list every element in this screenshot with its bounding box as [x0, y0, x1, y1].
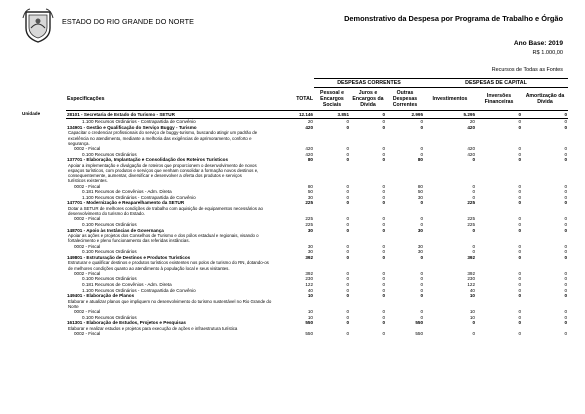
- row-label: 149801 - Estruturação de Destinos e Produtos Turísticos: [67, 254, 191, 260]
- row-value: 0: [420, 119, 423, 125]
- row-value: 0: [420, 200, 423, 206]
- row-value: 0: [518, 243, 521, 249]
- row-value: 0: [518, 200, 521, 206]
- row-value: 0: [382, 293, 385, 299]
- base-year: Ano Base: 2019: [513, 40, 563, 47]
- row-value: 0: [564, 227, 568, 233]
- row-value: 10: [469, 309, 475, 315]
- col-especificacoes: Especificações: [66, 88, 272, 111]
- row-value: 0: [420, 146, 423, 151]
- row-description: Dotar a SETUR de melhores condições de trabalho com aquisição de equipamentos necessários ao: [68, 205, 264, 211]
- row-value: 0: [346, 227, 349, 233]
- unidade-value: 3.851: [314, 110, 350, 119]
- row-value: 0: [564, 331, 568, 337]
- row-label: 0.100 Recursos Ordinários: [82, 276, 137, 282]
- row-value: 0: [382, 157, 385, 163]
- row-value: 0: [346, 276, 349, 282]
- row-value: 392: [305, 270, 313, 276]
- row-value: 0: [518, 221, 521, 227]
- row-value: 0: [382, 309, 385, 315]
- row-value: 0: [382, 331, 385, 337]
- row-value: 0: [518, 287, 521, 293]
- row-value: 0: [382, 227, 385, 233]
- col-amortizacao: Amortização da Dívida: [522, 88, 568, 111]
- row-value: 0: [564, 320, 568, 326]
- row-label: 134901 - Gestão e Qualificação do Serviço Buggy - Turismo: [67, 124, 197, 130]
- row-label: 0.100 Recursos Ordinários: [82, 314, 137, 320]
- row-value: 0: [346, 254, 349, 260]
- row-label: 0002 - Fiscal: [74, 331, 101, 337]
- row-label: 0002 - Fiscal: [74, 216, 101, 222]
- row-value: 420: [305, 146, 313, 151]
- row-label: 1.100 Recursos Ordinários - Contrapartida de Convênio: [82, 119, 196, 125]
- row-value: 0: [420, 293, 423, 299]
- row-value: 10: [469, 293, 475, 299]
- row-value: 40: [469, 287, 475, 293]
- row-value: 0: [420, 276, 423, 282]
- unidade-row: [66, 110, 568, 119]
- row-value: 0: [518, 309, 521, 315]
- row-value: 0: [472, 320, 475, 326]
- row-value: 0: [518, 314, 521, 320]
- row-value: 20: [307, 119, 313, 125]
- row-value: 0: [346, 293, 349, 299]
- row-value: 0: [346, 146, 349, 151]
- row-value: 420: [305, 124, 313, 130]
- row-value: 0: [518, 183, 521, 189]
- row-value: 0: [564, 293, 568, 299]
- row-value: 80: [417, 183, 423, 189]
- row-value: 0: [382, 221, 385, 227]
- row-value: 0: [346, 320, 349, 326]
- row-description: turísticos existentes.: [68, 178, 108, 184]
- row-value: 0: [420, 221, 423, 227]
- row-value: 550: [415, 331, 423, 337]
- row-label: 0.100 Recursos Ordinários: [82, 151, 137, 157]
- row-value: 0: [564, 146, 568, 151]
- row-value: 0: [346, 183, 349, 189]
- row-value: 0: [420, 216, 423, 222]
- row-value: 550: [305, 331, 313, 337]
- row-value: 0: [346, 331, 349, 337]
- row-value: 0: [382, 314, 385, 320]
- row-value: 30: [307, 243, 313, 249]
- row-value: 0: [518, 216, 521, 222]
- row-description: Elaborar e realizar estudos e projetos para execução de ações e infraestrutura turística: [68, 325, 238, 331]
- row-value: 0: [518, 331, 521, 337]
- unidade-value: 0: [350, 110, 386, 119]
- row-value: 0: [346, 249, 349, 255]
- row-value: 420: [467, 151, 475, 157]
- row-value: 0: [472, 227, 475, 233]
- row-value: 0: [472, 243, 475, 249]
- row-label: 1.100 Recursos Ordinários - Contrapartida de Convênio: [82, 194, 196, 200]
- report-header: [0, 0, 585, 75]
- row-value: 0: [420, 124, 423, 130]
- row-description: segurança.: [68, 140, 90, 146]
- row-value: 0: [518, 227, 521, 233]
- row-value: 40: [307, 287, 313, 293]
- row-value: 122: [305, 281, 313, 287]
- row-value: 225: [467, 221, 475, 227]
- row-label: 137701 - Elaboração, Implantação e Consolidação dos Roteiros Turísticos: [67, 157, 229, 163]
- row-value: 30: [307, 249, 313, 255]
- row-value: 0: [420, 270, 423, 276]
- document-title: Demonstrativo da Despesa por Programa de Trabalho e Órgão: [344, 14, 563, 23]
- row-value: 0: [518, 119, 521, 125]
- row-value: 0: [346, 124, 349, 130]
- row-value: 0: [564, 221, 568, 227]
- row-value: 50: [307, 189, 313, 195]
- row-description: Apoiar a implementação e divulgação de roteiros que proporcionem o desenvolvimento de novos: [68, 162, 257, 168]
- row-label: 0002 - Fiscal: [74, 270, 101, 276]
- row-value: 0: [346, 189, 349, 195]
- row-value: 0: [346, 309, 349, 315]
- row-description: fortalecimento e pleno funcionamento das referidas instâncias.: [68, 238, 190, 244]
- row-value: 225: [467, 216, 475, 222]
- row-value: 0: [564, 270, 568, 276]
- row-value: 0: [420, 309, 423, 315]
- row-value: 0: [382, 216, 385, 222]
- row-value: 50: [417, 189, 423, 195]
- row-value: 225: [467, 200, 475, 206]
- unidade-label: Unidade: [22, 111, 41, 117]
- row-value: 420: [305, 151, 313, 157]
- row-label: 0.181 Recursos de Convênios - Adm. Direta: [82, 281, 172, 287]
- row-value: 0: [346, 221, 349, 227]
- row-value: 0: [564, 189, 568, 195]
- row-value: 0: [382, 276, 385, 282]
- row-value: 0: [564, 249, 568, 255]
- row-description: Estruturar e qualificar destinos e produtos turísticos existentes nos polos de turismo do RN, dotando-os: [68, 260, 269, 266]
- row-value: 0: [472, 249, 475, 255]
- row-value: 0: [564, 309, 568, 315]
- row-value: 0: [472, 194, 475, 200]
- row-description: Elaborar e atualizar planos que impliquem no desenvolvimento do turismo sustentável no Rio Grande do: [68, 298, 272, 304]
- row-value: 0: [346, 270, 349, 276]
- row-value: 0: [420, 151, 423, 157]
- row-value: 0: [564, 216, 568, 222]
- row-value: 0: [346, 243, 349, 249]
- row-value: 0: [346, 200, 349, 206]
- row-value: 0: [382, 183, 385, 189]
- row-value: 0: [382, 119, 385, 125]
- row-label: 0.100 Recursos Ordinários: [82, 249, 137, 255]
- row-description: Norte: [68, 303, 79, 309]
- funding-source-note: Recursos de Todas as Fontes: [491, 67, 563, 73]
- row-value: 0: [564, 243, 568, 249]
- row-value: 0: [564, 124, 568, 130]
- unidade-value: 0: [522, 110, 568, 119]
- row-value: 0: [472, 183, 475, 189]
- row-label: 0.100 Recursos Ordinários: [82, 221, 137, 227]
- row-label: 1.100 Recursos Ordinários - Contrapartida de Convênio: [82, 287, 196, 293]
- row-value: 0: [518, 293, 521, 299]
- row-value: 0: [564, 314, 568, 320]
- row-value: 0: [382, 287, 385, 293]
- row-value: 0: [382, 281, 385, 287]
- table-body: [66, 110, 568, 337]
- row-value: 0: [420, 254, 423, 260]
- row-value: 0: [382, 124, 385, 130]
- row-value: 0: [382, 146, 385, 151]
- row-value: 230: [467, 276, 475, 282]
- budget-table: [66, 78, 568, 337]
- row-label: 0002 - Fiscal: [74, 243, 101, 249]
- row-value: 0: [564, 281, 568, 287]
- currency-unit: R$ 1.000,00: [532, 50, 563, 56]
- state-crest-icon: [22, 8, 54, 44]
- col-pessoal: Pessoal e Encargos Sociais: [314, 88, 350, 111]
- row-value: 0: [564, 183, 568, 189]
- row-value: 0: [518, 276, 521, 282]
- row-description: consequentemente, aumentar, diversificar e desenvolver a oferta dos produtos e serviços: [68, 173, 242, 179]
- row-value: 0: [564, 119, 568, 125]
- row-value: 30: [417, 243, 423, 249]
- row-label: 0002 - Fiscal: [74, 309, 101, 315]
- row-value: 392: [467, 270, 475, 276]
- row-value: 80: [307, 183, 313, 189]
- unidade-value: 2.995: [386, 110, 424, 119]
- row-value: 0: [346, 281, 349, 287]
- col-outras: Outras Despesas Correntes: [386, 88, 424, 111]
- row-value: 0: [382, 194, 385, 200]
- group-header-capital: DESPESAS DE CAPITAL: [424, 79, 568, 88]
- row-value: 30: [417, 227, 423, 233]
- row-value: 0: [382, 320, 385, 326]
- budget-table-wrapper: [66, 78, 568, 337]
- col-total: TOTAL: [272, 88, 314, 111]
- row-value: 0: [346, 157, 349, 163]
- row-value: 80: [307, 157, 313, 163]
- row-value: 30: [417, 249, 423, 255]
- unidade-value: 5.295: [424, 110, 476, 119]
- unidade-name: 28101 - Secretaria de Estado do Turismo - SETUR: [66, 110, 272, 119]
- row-label: 0.181 Recursos de Convênios - Adm. Direta: [82, 189, 172, 195]
- row-value: 0: [518, 281, 521, 287]
- row-value: 0: [346, 194, 349, 200]
- row-value: 0: [564, 276, 568, 282]
- row-value: 30: [307, 194, 313, 200]
- row-value: 0: [346, 119, 349, 125]
- unidade-value: 12.146: [272, 110, 314, 119]
- row-value: 0: [346, 287, 349, 293]
- row-description: desenvolvimento do turismo do Estado.: [68, 211, 145, 217]
- row-value: 0: [564, 194, 568, 200]
- row-value: 0: [420, 314, 423, 320]
- row-value: 10: [307, 293, 313, 299]
- state-name: ESTADO DO RIO GRANDE DO NORTE: [62, 17, 195, 26]
- row-value: 0: [472, 331, 475, 337]
- row-value: 0: [564, 151, 568, 157]
- row-value: 550: [305, 320, 313, 326]
- row-value: 30: [307, 227, 313, 233]
- row-value: 0: [382, 249, 385, 255]
- row-value: 10: [307, 314, 313, 320]
- row-value: 0: [346, 314, 349, 320]
- row-value: 0: [518, 189, 521, 195]
- row-value: 10: [307, 309, 313, 315]
- row-value: 0: [518, 124, 521, 130]
- row-label: 148701 - Apoio às Instâncias de Governança: [67, 227, 164, 233]
- row-value: 0: [564, 287, 568, 293]
- row-value: 420: [467, 124, 475, 130]
- row-description: de melhores condições quanto ao atendimento à população local e seus visitantes.: [68, 265, 230, 271]
- row-description: Apoiar as ações e projetos dos Conselhos de Turismo e dos pólos estadual e regionais, visando o: [68, 233, 259, 239]
- row-value: 10: [469, 314, 475, 320]
- row-label: 149401 - Elaboração de Planos: [67, 293, 135, 299]
- row-label: 0002 - Fiscal: [74, 146, 101, 151]
- col-investimentos: Investimentos: [424, 88, 476, 111]
- row-value: 0: [382, 243, 385, 249]
- row-value: 0: [382, 151, 385, 157]
- row-description: Capacitar o credenciar profissionais do serviço de buggy-turismo, buscando atingir um padrão de: [68, 130, 258, 136]
- row-value: 420: [467, 146, 475, 151]
- row-value: 225: [305, 200, 313, 206]
- row-value: 392: [467, 254, 475, 260]
- row-value: 0: [518, 194, 521, 200]
- row-value: 80: [417, 157, 423, 163]
- row-value: 0: [564, 254, 568, 260]
- row-value: 0: [382, 270, 385, 276]
- row-description: espaços turísticos, com produtos e serviços que venham consolidar a formação novos destinos e,: [68, 167, 259, 173]
- row-value: 230: [305, 276, 313, 282]
- row-value: 0: [518, 157, 521, 163]
- row-description: excelência no atendimento, mediante a melhoria das exigências de aprimoramento, conforto e: [68, 135, 252, 141]
- table-row: [66, 331, 568, 337]
- row-value: 0: [382, 189, 385, 195]
- row-value: 392: [305, 254, 313, 260]
- row-value: 550: [415, 320, 423, 326]
- row-label: 161301 - Elaboração de Estudos, Projetos e Pesquisas: [67, 320, 186, 326]
- row-value: 0: [564, 157, 568, 163]
- col-inversoes: Inversões Financeiras: [476, 88, 522, 111]
- row-value: 0: [382, 200, 385, 206]
- row-value: 225: [305, 216, 313, 222]
- row-label: 0002 - Fiscal: [74, 183, 101, 189]
- row-value: 0: [346, 151, 349, 157]
- row-value: 0: [346, 216, 349, 222]
- row-label: 147701 - Modernização e Reaparelhamento da SETUR: [67, 200, 185, 206]
- row-value: 0: [518, 254, 521, 260]
- row-value: 20: [469, 119, 475, 125]
- group-header-row: [66, 79, 568, 88]
- group-header-correntes: DESPESAS CORRENTES: [314, 79, 424, 88]
- unidade-value: 0: [476, 110, 522, 119]
- row-value: 0: [518, 249, 521, 255]
- row-value: 122: [467, 281, 475, 287]
- row-value: 0: [518, 270, 521, 276]
- row-value: 0: [472, 189, 475, 195]
- row-value: 0: [382, 254, 385, 260]
- row-value: 0: [518, 320, 521, 326]
- row-value: 0: [420, 287, 423, 293]
- row-value: 0: [420, 281, 423, 287]
- row-value: 0: [518, 151, 521, 157]
- column-header-row: [66, 88, 568, 111]
- row-value: 0: [518, 146, 521, 151]
- row-value: 0: [472, 157, 475, 163]
- row-value: 0: [564, 200, 568, 206]
- row-value: 225: [305, 221, 313, 227]
- row-value: 30: [417, 194, 423, 200]
- col-juros: Juros e Encargos da Dívida: [350, 88, 386, 111]
